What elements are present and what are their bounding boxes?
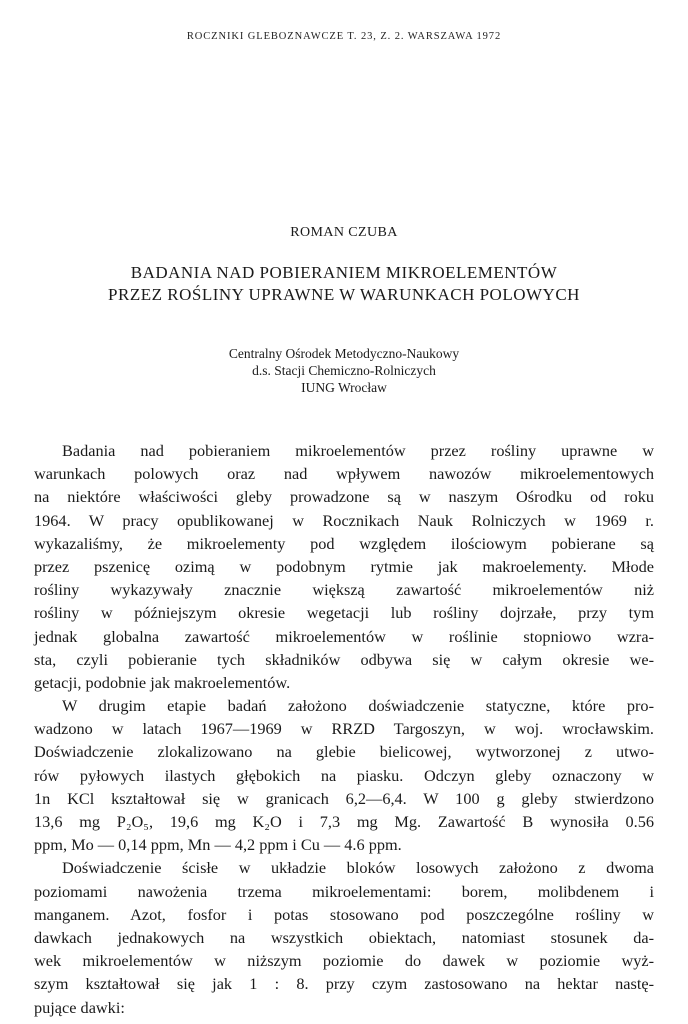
article-title xyxy=(0,262,688,306)
paragraph-line: getacji, podobnie jak makroelementów. xyxy=(34,672,291,692)
paragraph-line: rośliny w późniejszym okresie wegetacji lub rośliny dojrzałe, przy tym xyxy=(34,603,654,623)
paragraph-line: ppm, Mo — 0,14 ppm, Mn — 4,2 ppm i Cu — 4.6 ppm. xyxy=(34,835,402,855)
paragraph-line: jednak globalna zawartość mikroelementów w roślinie stopniowo wzra- xyxy=(34,626,654,646)
paragraph-line: Badania nad pobieraniem mikroelementów przez rośliny uprawne w xyxy=(62,441,654,460)
author-affiliation xyxy=(0,345,688,396)
paragraph-line: wek mikroelementów w niższym poziomie do dawek w poziomie wyż- xyxy=(34,951,654,971)
article-author: ROMAN CZUBA xyxy=(290,225,398,240)
paragraph-line: 13,6 mg P₂O₅, 19,6 mg K₂O i 7,3 mg Mg. Zawartość B wynosiła 0.56 xyxy=(34,812,654,831)
body-paragraph xyxy=(34,439,654,694)
paragraph-line: wykazaliśmy, że mikroelementy pod względem ilościowym pobierane są xyxy=(34,533,654,553)
paragraph-line: pujące dawki: xyxy=(34,997,125,1017)
affiliation-line: Centralny Ośrodek Metodyczno-Naukowy xyxy=(228,346,460,361)
paragraph-line: szym kształtował się jak 1 : 8. przy czym zastosowano na hektar nastę- xyxy=(34,974,654,994)
paragraph-line: 1n KCl kształtował się w granicach 6,2—6,4. W 100 g gleby stwierdzono xyxy=(34,788,654,808)
paragraph-line: sta, czyli pobieranie tych składników odbywa się w całym okresie we- xyxy=(34,649,654,669)
body-paragraph xyxy=(34,694,654,856)
paragraph-line: Doświadczenie ścisłe w układzie bloków losowych założono z dwoma xyxy=(62,858,654,878)
paragraph-line: 1964. W pracy opublikowanej w Rocznikach Nauk Rolniczych w 1969 r. xyxy=(34,510,654,530)
paragraph-line: rośliny wykazywały znacznie większą zawartość mikroelementów niż xyxy=(34,580,654,600)
paragraph-line: W drugim etapie badań założono doświadczenie statyczne, które pro- xyxy=(62,696,654,716)
paragraph-line: warunkach polowych oraz nad wpływem nawozów mikroelementowych xyxy=(34,464,654,484)
affiliation-line: IUNG Wrocław xyxy=(301,380,387,395)
paragraph-line: dawkach jednakowych na wszystkich obiektach, natomiast stosunek da- xyxy=(34,927,654,947)
title-line: PRZEZ ROŚLINY UPRAWNE W WARUNKACH POLOWYCH xyxy=(108,285,580,304)
article-body xyxy=(34,439,654,1019)
paragraph-line: przez pszenicę ozimą w podobnym rytmie jak makroelementy. Młode xyxy=(34,556,654,576)
paragraph-line: Doświadczenie zlokalizowano na glebie bielicowej, wytworzonej z utwo- xyxy=(34,742,654,762)
affiliation-line: d.s. Stacji Chemiczno-Rolniczych xyxy=(252,363,436,378)
paragraph-line: na niektóre właściwości gleby prowadzone są w naszym Ośrodku od roku xyxy=(34,487,654,507)
paragraph-line: rów pyłowych ilastych głębokich na piasku. Odczyn gleby oznaczony w xyxy=(34,765,654,785)
paragraph-line: poziomami nawożenia trzema mikroelementami: borem, molibdenem i xyxy=(34,881,654,901)
paragraph-line: manganem. Azot, fosfor i potas stosowano pod poszczególne rośliny w xyxy=(34,904,654,924)
title-line: BADANIA NAD POBIERANIEM MIKROELEMENTÓW xyxy=(130,263,558,282)
running-header: ROCZNIKI GLEBOZNAWCZE T. 23, Z. 2. WARSZAWA 1972 xyxy=(186,31,502,42)
paragraph-line: wadzono w latach 1967—1969 w RRZD Targoszyn, w woj. wrocławskim. xyxy=(34,719,654,739)
body-paragraph xyxy=(34,856,654,1018)
